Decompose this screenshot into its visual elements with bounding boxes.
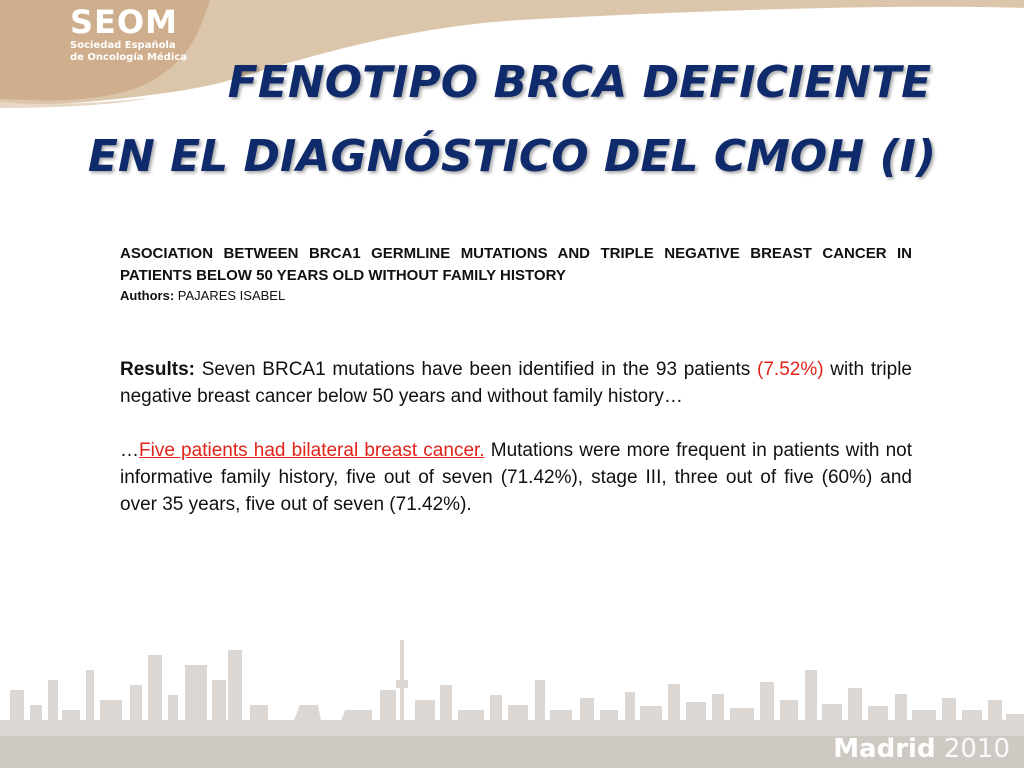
footer-year: 2010	[943, 734, 1010, 764]
logo-name: SEOM	[70, 3, 178, 41]
results-text-1: Seven BRCA1 mutations have been identified in the 93 patients	[201, 359, 751, 380]
madrid-2010-logo	[833, 734, 1010, 764]
findings-highlight: Five patients had bilateral breast cancer.	[139, 440, 485, 461]
results-highlight: (7.52%)	[757, 359, 824, 380]
findings-text: Mutations were more frequent in patients with not informative family history, five out of seven (71.42%), stage III, three out of five (60%) and over 35 years, five out of seven (71.42%).	[120, 440, 913, 515]
authors-label: Authors:	[120, 288, 175, 303]
authors-value: PAJARES ISABEL	[177, 288, 286, 303]
results-label: Results:	[120, 359, 195, 380]
footer-city: Madrid	[833, 734, 936, 764]
logo-subtitle-line2: de Oncología Médica	[70, 52, 187, 63]
title-line-1: FENOTIPO BRCA DEFICIENTE	[227, 57, 932, 108]
results-paragraph	[120, 356, 912, 410]
results-text-2: with triple negative breast cancer below 50 years and without family history…	[120, 359, 912, 407]
logo-subtitle-line1: Sociedad Española	[70, 40, 176, 51]
findings-prefix: …	[120, 440, 139, 461]
findings-paragraph	[120, 437, 912, 518]
authors-line	[120, 287, 912, 304]
abstract-block	[120, 243, 912, 518]
page-title	[0, 46, 1024, 194]
abstract-heading: ASOCIATION BETWEEN BRCA1 GERMLINE MUTATIONS AND TRIPLE NEGATIVE BREAST CANCER IN PATIENTS BELOW 50 YEARS OLD WITHOUT FAMILY HISTORY	[120, 245, 912, 284]
title-line-2: EN EL DIAGNÓSTICO DEL CMOH (I)	[87, 131, 937, 182]
